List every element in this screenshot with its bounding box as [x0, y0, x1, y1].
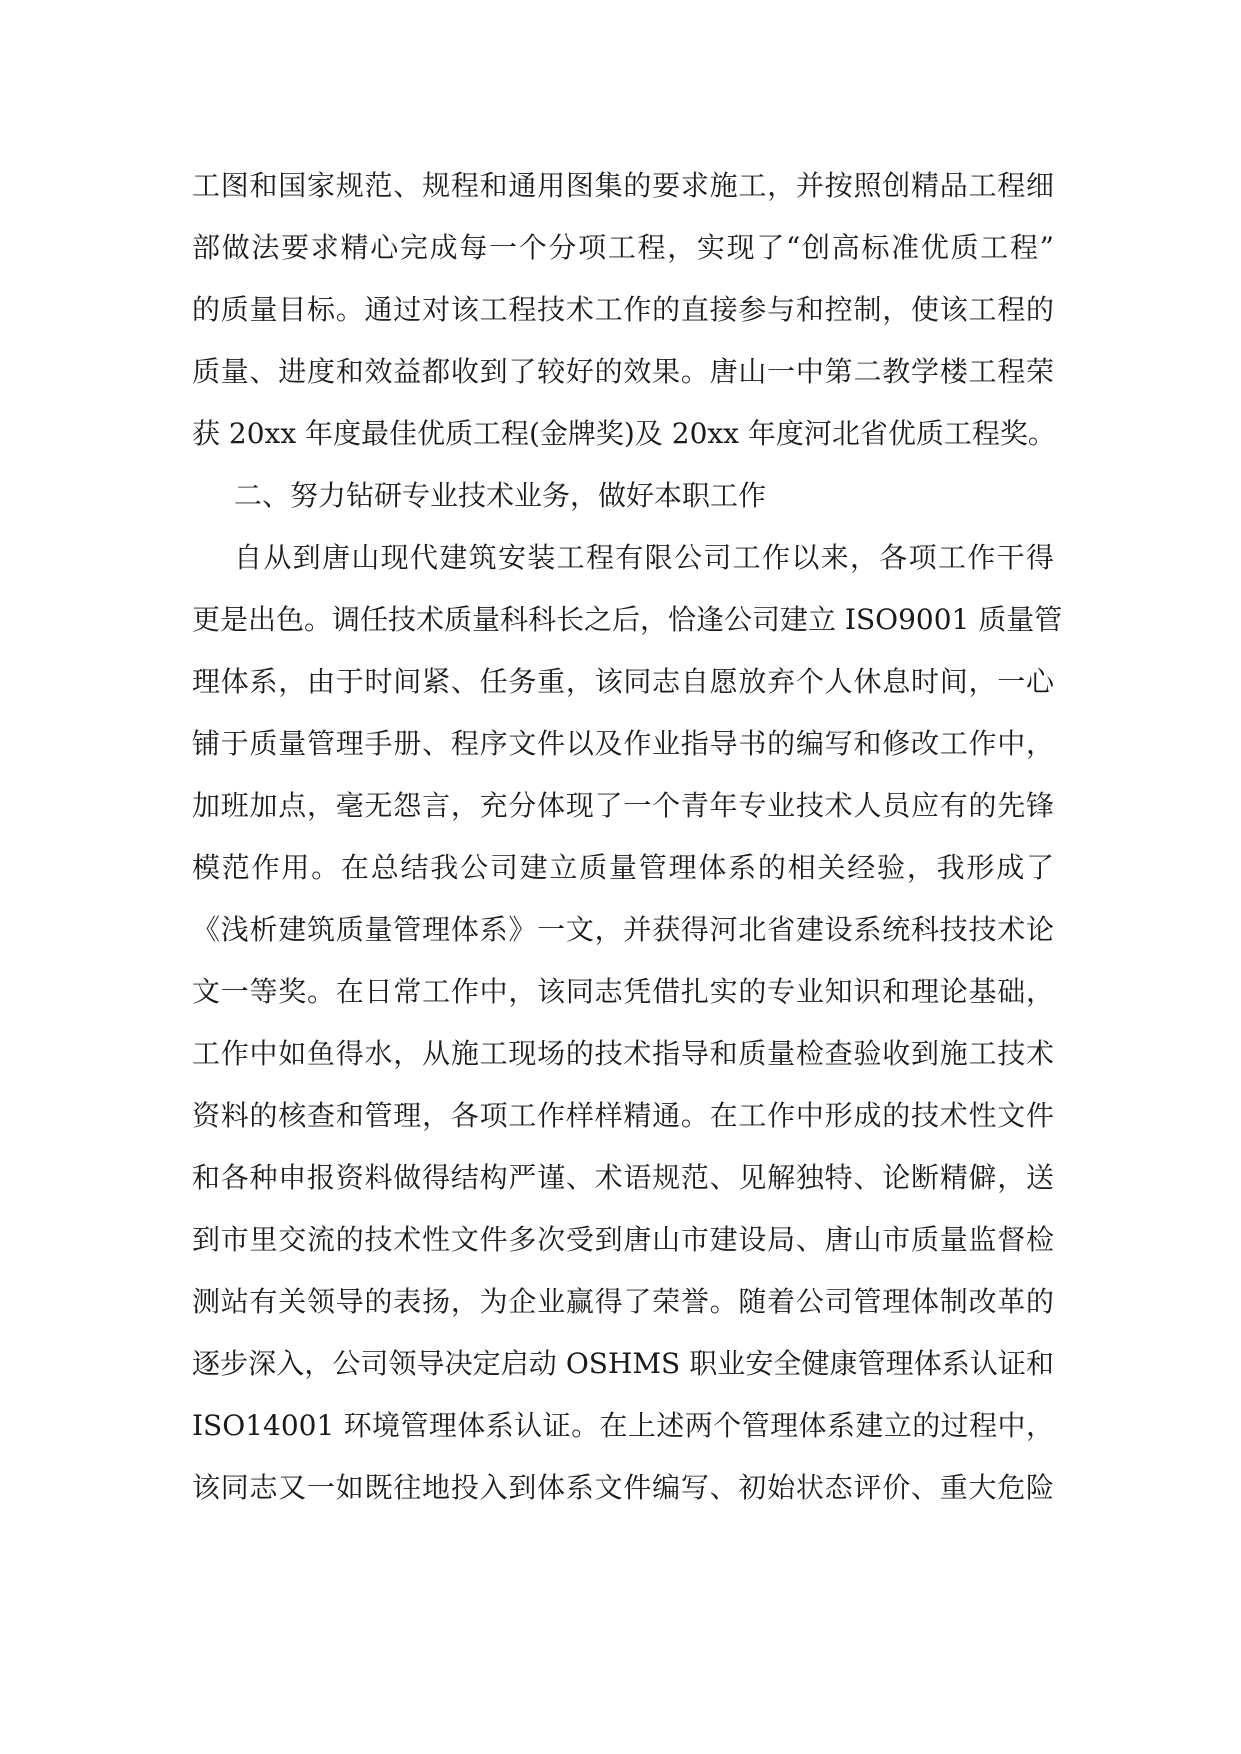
text-line-10: 铺于质量管理手册、程序文件以及作业指导书的编写和修改工作中， [192, 727, 1054, 760]
text-line-14: 文一等奖。在日常工作中，该同志凭借扎实的专业知识和理论基础， [192, 975, 1054, 1008]
text-line-9: 理体系，由于时间紧、任务重，该同志自愿放弃个人休息时间，一心 [192, 665, 1054, 698]
text-line-5: 获 20xx 年度最佳优质工程(金牌奖)及 20xx 年度河北省优质工程奖。 [192, 417, 1056, 450]
section-heading: 二、努力钻研专业技术业务，做好本职工作 [234, 479, 767, 512]
text-line-4: 质量、进度和效益都收到了较好的效果。唐山一中第二教学楼工程荣 [192, 355, 1054, 388]
text-line-15: 工作中如鱼得水，从施工现场的技术指导和质量检查验收到施工技术 [192, 1037, 1054, 1070]
text-line-16: 资料的核查和管理，各项工作样样精通。在工作中形成的技术性文件 [192, 1099, 1054, 1132]
text-line-2: 部做法要求精心完成每一个分项工程，实现了“创高标准优质工程” [192, 231, 1054, 264]
text-line-8: 更是出色。调任技术质量科科长之后，恰逢公司建立 ISO9001 质量管 [192, 603, 1063, 636]
text-line-22: 该同志又一如既往地投入到体系文件编写、初始状态评价、重大危险 [192, 1471, 1054, 1504]
text-line-7: 自从到唐山现代建筑安装工程有限公司工作以来，各项工作干得 [234, 541, 1054, 574]
text-line-20: 逐步深入，公司领导决定启动 OSHMS 职业安全健康管理体系认证和 [192, 1347, 1054, 1380]
text-line-18: 到市里交流的技术性文件多次受到唐山市建设局、唐山市质量监督检 [192, 1223, 1054, 1256]
text-line-1: 工图和国家规范、规程和通用图集的要求施工，并按照创精品工程细 [192, 169, 1054, 202]
text-line-21: ISO14001 环境管理体系认证。在上述两个管理体系建立的过程中， [192, 1409, 1054, 1442]
text-line-3: 的质量目标。通过对该工程技术工作的直接参与和控制，使该工程的 [192, 293, 1054, 326]
text-line-13: 《浅析建筑质量管理体系》一文，并获得河北省建设系统科技技术论 [192, 913, 1054, 946]
text-line-12: 模范作用。在总结我公司建立质量管理体系的相关经验，我形成了 [192, 851, 1054, 884]
text-line-17: 和各种申报资料做得结构严谨、术语规范、见解独特、论断精僻，送 [192, 1161, 1054, 1194]
text-line-11: 加班加点，毫无怨言，充分体现了一个青年专业技术人员应有的先锋 [192, 789, 1054, 822]
document-body [192, 155, 1063, 1519]
text-line-19: 测站有关领导的表扬，为企业赢得了荣誉。随着公司管理体制改革的 [192, 1285, 1054, 1318]
